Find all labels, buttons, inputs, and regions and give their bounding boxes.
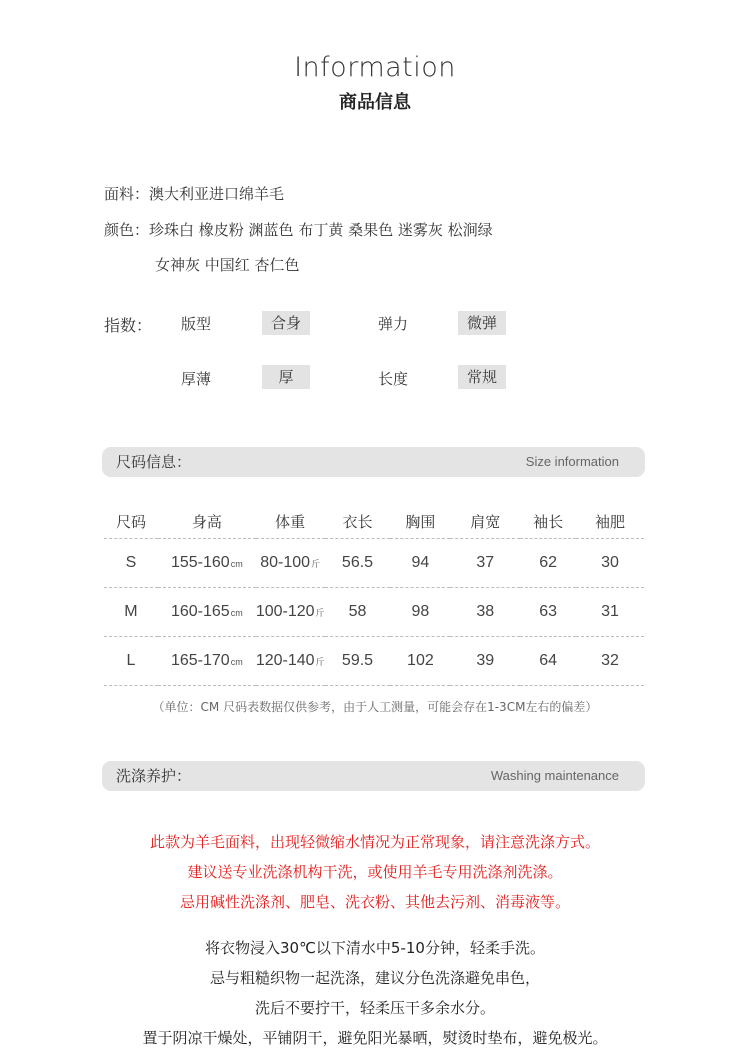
index-name-elasticity: 弹力 xyxy=(378,315,409,333)
cell-height: 155-160cm xyxy=(158,539,256,588)
care-instruction-3: 洗后不要拧干，轻柔压干多余水分。 xyxy=(254,999,495,1017)
cell-size: S xyxy=(104,539,158,588)
index-tag-elasticity: 微弹 xyxy=(458,311,506,335)
cell-sleeve: 64 xyxy=(520,637,576,686)
index-tag-length: 常规 xyxy=(458,365,506,389)
table-row xyxy=(104,539,644,588)
colors-row xyxy=(104,219,493,240)
title-english: Information xyxy=(294,52,456,83)
care-instruction-2: 忌与粗糙织物一起洗涤，建议分色洗涤避免串色， xyxy=(209,969,540,987)
cell-sleeve-width: 31 xyxy=(576,588,644,637)
header-shoulder: 肩宽 xyxy=(470,512,501,531)
cell-height: 165-170cm xyxy=(158,637,256,686)
cell-length: 58 xyxy=(325,588,391,637)
header-sleeve: 袖长 xyxy=(533,512,564,531)
care-section-header xyxy=(102,761,645,791)
cell-chest: 102 xyxy=(390,637,450,686)
index-name-length: 长度 xyxy=(378,370,409,388)
cell-length: 59.5 xyxy=(325,637,391,686)
cell-shoulder: 39 xyxy=(450,637,520,686)
cell-length: 56.5 xyxy=(325,539,391,588)
cell-shoulder: 37 xyxy=(450,539,520,588)
cell-weight: 80-100斤 xyxy=(256,539,325,588)
index-name-fit: 版型 xyxy=(181,315,212,333)
cell-weight: 100-120斤 xyxy=(256,588,325,637)
index-tag-thickness: 厚 xyxy=(262,365,310,389)
care-warning-2: 建议送专业洗涤机构干洗，或使用羊毛专用洗涤剂洗涤。 xyxy=(187,863,563,881)
colors-label: 颜色： xyxy=(104,221,150,239)
cell-sleeve-width: 30 xyxy=(576,539,644,588)
weight-unit: 斤 xyxy=(315,608,325,618)
table-row xyxy=(104,588,644,637)
indices-label: 指数： xyxy=(104,316,153,335)
weight-unit: 斤 xyxy=(315,657,325,667)
care-warning-1: 此款为羊毛面料，出现轻微缩水情况为正常现象，请注意洗涤方式。 xyxy=(149,833,600,851)
cell-weight: 120-140斤 xyxy=(256,637,325,686)
colors-line-2: 女神灰 中国红 杏仁色 xyxy=(155,256,300,274)
care-section-title: 洗涤养护： xyxy=(116,767,192,785)
height-unit: cm xyxy=(230,608,243,618)
care-section-title-en: Washing maintenance xyxy=(490,768,619,783)
cell-size: M xyxy=(104,588,158,637)
cell-shoulder: 38 xyxy=(450,588,520,637)
height-unit: cm xyxy=(230,559,243,569)
fabric-label: 面料： xyxy=(104,185,150,203)
header-height: 身高 xyxy=(191,512,222,531)
care-warning-3: 忌用碱性洗涤剂、肥皂、洗衣粉、其他去污剂、消毒液等。 xyxy=(179,893,570,911)
index-tag-fit: 合身 xyxy=(262,311,310,335)
header-size: 尺码 xyxy=(115,512,146,531)
cell-sleeve-width: 32 xyxy=(576,637,644,686)
cell-chest: 94 xyxy=(390,539,450,588)
size-section-header xyxy=(102,447,645,477)
size-section-title-en: Size information xyxy=(525,454,619,469)
size-note: （单位：CM 尺码表数据仅供参考，由于人工测量，可能会存在1-3CM左右的偏差） xyxy=(152,700,598,714)
cell-height: 160-165cm xyxy=(158,588,256,637)
size-section-title: 尺码信息： xyxy=(116,453,192,471)
cell-chest: 98 xyxy=(390,588,450,637)
size-table xyxy=(104,504,644,686)
header-weight: 体重 xyxy=(275,512,306,531)
care-instruction-4: 置于阴凉干燥处，平铺阴干，避免阳光暴晒，熨烫时垫布，避免极光。 xyxy=(142,1029,608,1047)
title-chinese: 商品信息 xyxy=(339,92,411,113)
index-name-thickness: 厚薄 xyxy=(181,370,212,388)
cell-sleeve: 62 xyxy=(520,539,576,588)
colors-line-1: 珍珠白 橡皮粉 渊蓝色 布丁黄 桑果色 迷雾灰 松涧绿 xyxy=(149,221,493,239)
size-table-header-row xyxy=(104,504,644,539)
weight-unit: 斤 xyxy=(311,559,321,569)
fabric-row xyxy=(104,183,284,204)
header-sleeve-width: 袖肥 xyxy=(595,512,626,531)
header-length: 衣长 xyxy=(342,512,373,531)
fabric-value: 澳大利亚进口绵羊毛 xyxy=(149,185,285,203)
cell-sleeve: 63 xyxy=(520,588,576,637)
height-unit: cm xyxy=(230,657,243,667)
care-instruction-1: 将衣物浸入30℃以下清水中5-10分钟，轻柔手洗。 xyxy=(205,939,545,957)
header-chest: 胸围 xyxy=(405,512,436,531)
cell-size: L xyxy=(104,637,158,686)
table-row xyxy=(104,637,644,686)
